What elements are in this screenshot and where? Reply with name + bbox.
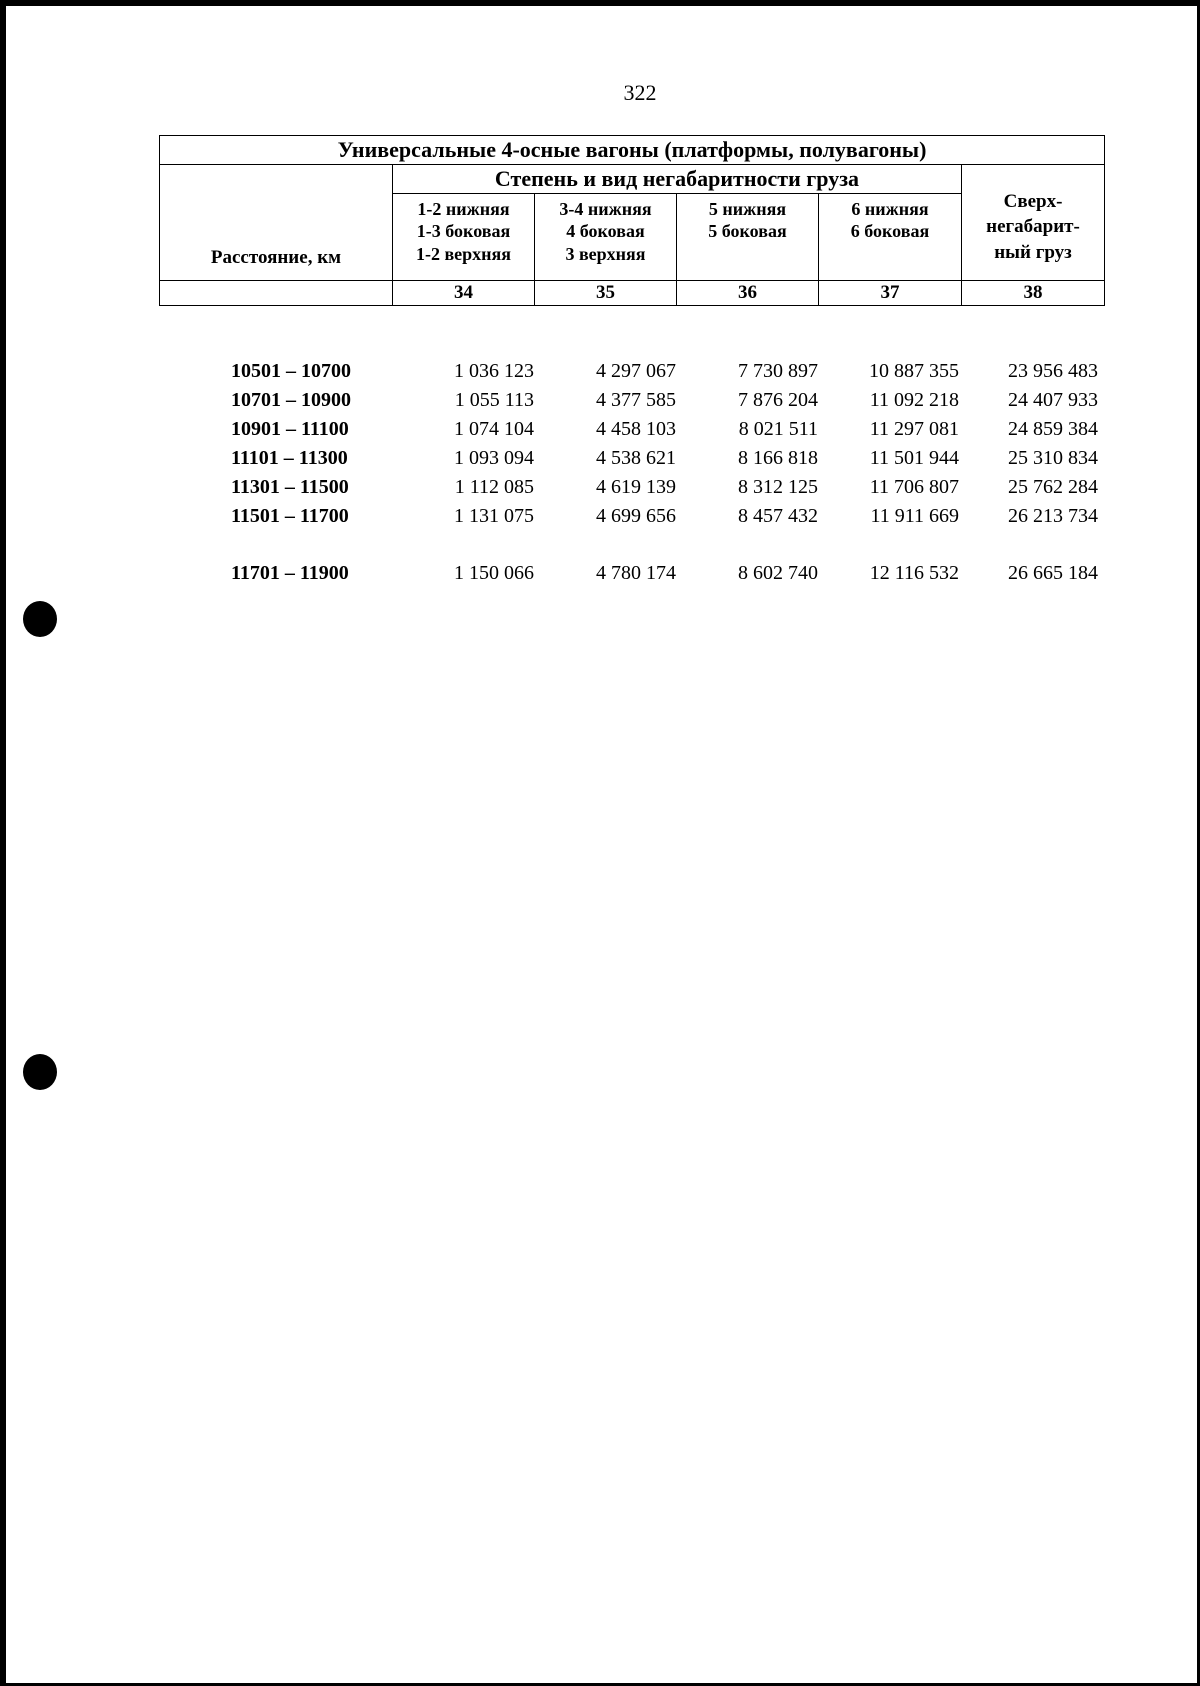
value-cell: 8 021 511 (738, 418, 818, 440)
value-cell: 4 780 174 (596, 562, 676, 584)
value-cell: 8 312 125 (738, 476, 818, 498)
oversize-column-header (962, 165, 1105, 281)
column-header-36 (677, 193, 819, 280)
value-cell: 25 762 284 (1008, 476, 1098, 498)
value-cell: 11 092 218 (869, 389, 959, 411)
column-header-line: 5 нижняя (708, 198, 787, 219)
value-cell: 1 150 066 (454, 562, 534, 584)
value-cell: 23 956 483 (1008, 360, 1098, 382)
distance-cell: 11701 – 11900 (231, 562, 349, 584)
column-number-34: 34 (393, 280, 535, 305)
distance-column-header: Расстояние, км (160, 165, 393, 281)
value-cell: 12 116 532 (869, 562, 959, 584)
value-cell: 1 131 075 (454, 505, 534, 527)
table-row (159, 562, 1104, 591)
value-cell: 1 093 094 (454, 447, 534, 469)
value-cell: 1 036 123 (454, 360, 534, 382)
table-row (159, 418, 1104, 447)
column-header-line: 1-2 верхняя (415, 243, 512, 264)
column-header-line: 1-3 боковая (416, 221, 511, 241)
column-header-line: 4 боковая (566, 221, 645, 241)
oversize-header-line: Сверх- (1003, 190, 1063, 212)
table-row (159, 447, 1104, 476)
table-row (159, 505, 1104, 534)
value-cell: 26 665 184 (1008, 562, 1098, 584)
column-header-line: 6 боковая (850, 221, 930, 241)
column-header-line: 5 боковая (708, 221, 787, 241)
group-header: Степень и вид негабаритности груза (393, 165, 962, 194)
value-cell: 11 501 944 (869, 447, 959, 469)
value-cell: 8 457 432 (738, 505, 818, 527)
value-cell: 7 730 897 (738, 360, 818, 382)
column-header-line: 1-2 нижняя (417, 198, 510, 219)
value-cell: 10 887 355 (869, 360, 959, 382)
value-cell: 11 911 669 (870, 505, 959, 527)
column-number-37: 37 (819, 280, 962, 305)
oversize-header-line: ный груз (994, 242, 1072, 264)
column-header-34 (393, 193, 535, 280)
column-header-line: 3 верхняя (565, 243, 646, 264)
column-header-35 (535, 193, 677, 280)
value-cell: 4 297 067 (596, 360, 676, 382)
distance-number-cell (160, 280, 393, 305)
table-row (159, 360, 1104, 389)
value-cell: 1 112 085 (454, 476, 534, 498)
distance-cell: 11501 – 11700 (231, 505, 349, 527)
page-number: 322 (623, 80, 657, 105)
punch-hole (23, 601, 57, 637)
value-cell: 24 407 933 (1008, 389, 1098, 411)
oversize-header-line: негабарит- (986, 216, 1080, 238)
table-body (159, 360, 1104, 591)
value-cell: 4 619 139 (596, 476, 676, 498)
column-number-36: 36 (677, 280, 819, 305)
distance-cell: 10901 – 11100 (231, 418, 349, 440)
table-row (159, 476, 1104, 505)
value-cell: 4 538 621 (596, 447, 676, 469)
value-cell: 11 706 807 (869, 476, 959, 498)
column-header-line: 3-4 нижняя (559, 198, 652, 219)
column-header-line: 6 нижняя (851, 198, 929, 219)
table-title: Универсальные 4-осные вагоны (платформы, полувагоны) (160, 136, 1105, 165)
table-row (159, 389, 1104, 418)
value-cell: 1 074 104 (454, 418, 534, 440)
distance-cell: 11301 – 11500 (231, 476, 349, 498)
value-cell: 4 458 103 (596, 418, 676, 440)
value-cell: 11 297 081 (869, 418, 959, 440)
column-header-37 (819, 193, 962, 280)
value-cell: 24 859 384 (1008, 418, 1098, 440)
value-cell: 25 310 834 (1008, 447, 1098, 469)
punch-hole (23, 1054, 57, 1090)
table-header (159, 135, 1105, 306)
distance-cell: 10501 – 10700 (231, 360, 351, 382)
column-number-38: 38 (962, 280, 1105, 305)
value-cell: 4 377 585 (596, 389, 676, 411)
column-number-35: 35 (535, 280, 677, 305)
value-cell: 4 699 656 (596, 505, 676, 527)
value-cell: 8 166 818 (738, 447, 818, 469)
value-cell: 8 602 740 (738, 562, 818, 584)
value-cell: 7 876 204 (738, 389, 818, 411)
distance-cell: 11101 – 11300 (231, 447, 348, 469)
value-cell: 26 213 734 (1008, 505, 1098, 527)
distance-cell: 10701 – 10900 (231, 389, 351, 411)
value-cell: 1 055 113 (454, 389, 534, 411)
